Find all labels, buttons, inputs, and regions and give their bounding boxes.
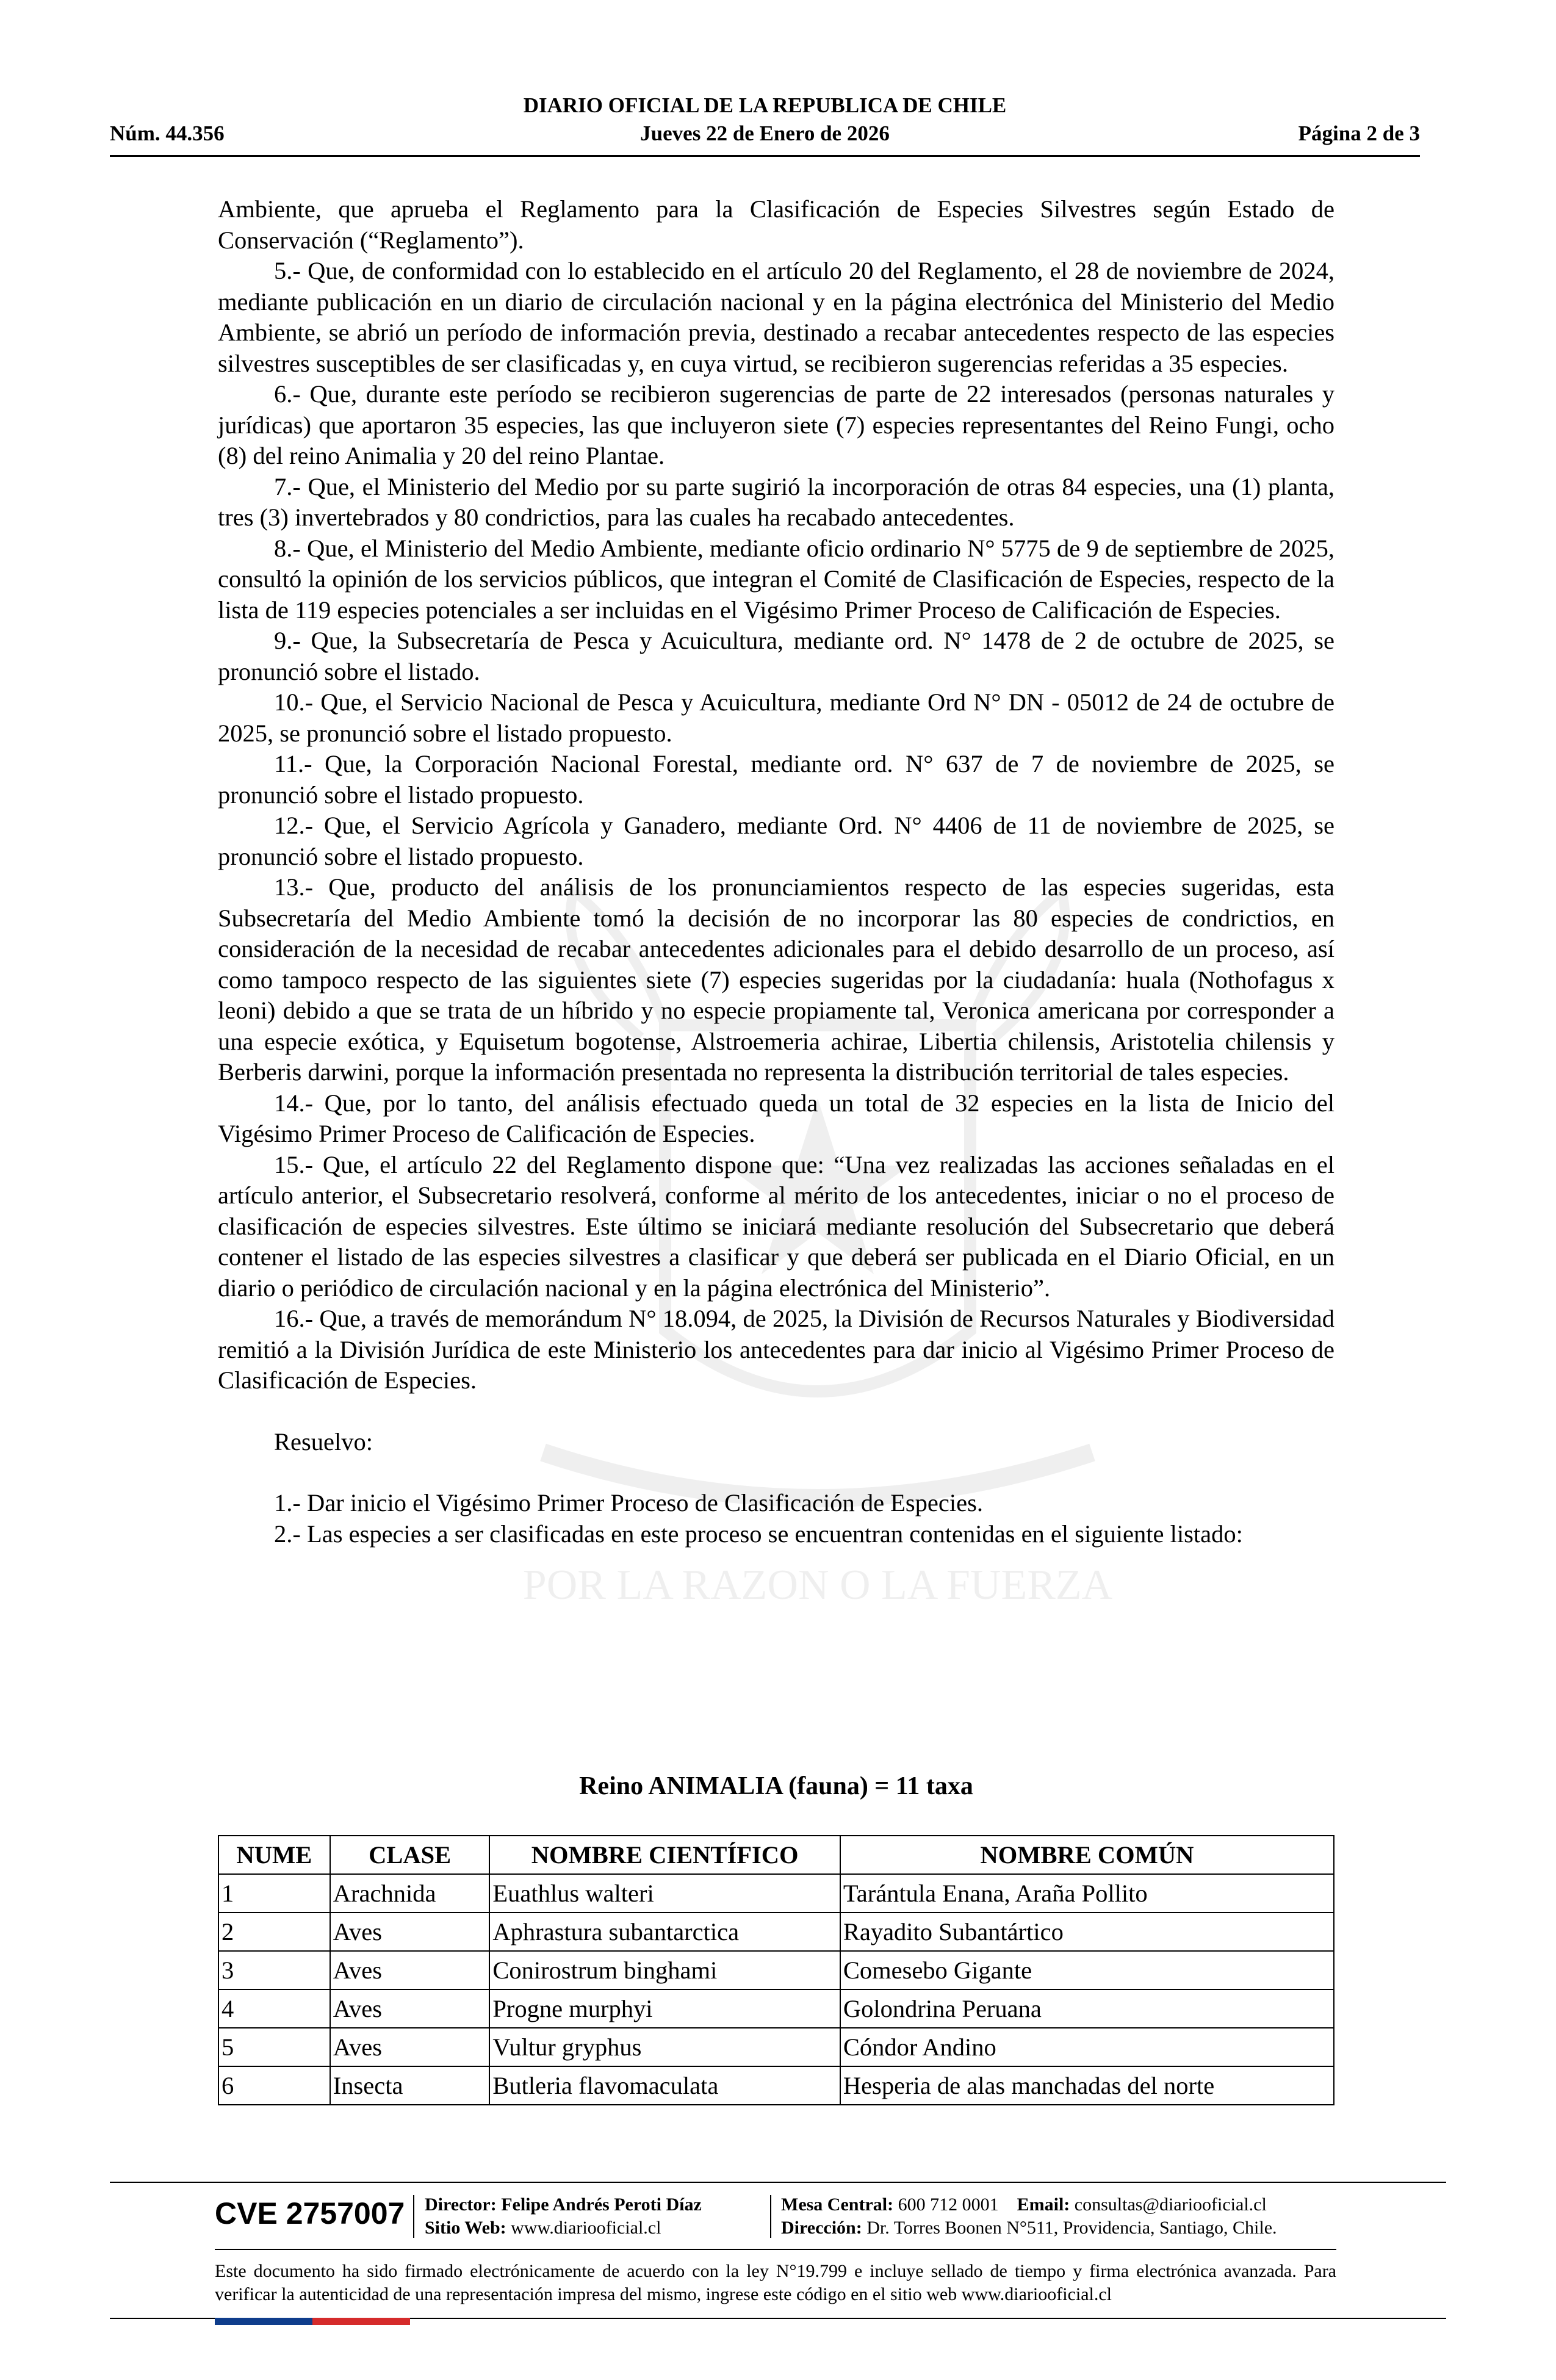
cell-class: Aves — [330, 1951, 490, 1989]
footer-contact-block — [781, 2193, 1277, 2240]
column-header-class: CLASE — [330, 1836, 490, 1874]
watermark-motto: POR LA RAZON O LA FUERZA — [522, 1562, 1113, 1609]
cve-code: CVE 2757007 — [215, 2196, 405, 2230]
footer-separator — [770, 2195, 771, 2238]
body-paragraph: 9.- Que, la Subsecretaría de Pesca y Acuicultura, mediante ord. N° 1478 de 2 de octubre de 2025, se pronunció sobre el listado. — [218, 627, 1334, 685]
cell-common-name: Cóndor Andino — [840, 2028, 1334, 2066]
flag-stripe-red — [312, 2318, 410, 2325]
website-label: Sitio Web: — [425, 2218, 506, 2238]
director-label: Director: — [425, 2194, 497, 2215]
resolution-item: 2.- Las especies a ser clasificadas en este proceso se encuentran contenidas en el siguiente listado: — [274, 1520, 1243, 1548]
body-paragraph: Ambiente, que aprueba el Reglamento para la Clasificación de Especies Silvestres según Estado de Conservación (“Reglamento”). — [218, 195, 1334, 254]
cell-number: 1 — [218, 1874, 330, 1913]
cell-class: Aves — [330, 1913, 490, 1951]
table-row — [218, 1989, 1334, 2028]
cell-scientific-name: Conirostrum binghami — [489, 1951, 840, 1989]
body-paragraph: 6.- Que, durante este período se recibieron sugerencias de parte de 22 interesados (personas naturales y jurídicas) que aportaron 35 especies, las que incluyeron siete (7) especies representantes del Reino Fungi, ocho (8) del reino Animalia y 20 del reino Plantae. — [218, 380, 1334, 469]
issue-date: Jueves 22 de Enero de 2026 — [640, 121, 890, 145]
cell-number: 5 — [218, 2028, 330, 2066]
body-paragraph: 14.- Que, por lo tanto, del análisis efectuado queda un total de 32 especies en la lista de Inicio del Vigésimo Primer Proceso de Calificación de Especies. — [218, 1089, 1334, 1147]
document-body — [218, 194, 1334, 1549]
cell-number: 6 — [218, 2066, 330, 2105]
column-header-scientific-name: NOMBRE CIENTÍFICO — [489, 1836, 840, 1874]
director-name: Felipe Andrés Peroti Díaz — [501, 2194, 702, 2215]
cell-scientific-name: Butleria flavomaculata — [489, 2066, 840, 2105]
cell-number: 3 — [218, 1951, 330, 1989]
mesa-phone: 600 712 0001 — [898, 2194, 999, 2215]
signature-notice: Este documento ha sido firmado electrónicamente de acuerdo con la ley N°19.799 e incluye sellado de tiempo y firma electrónica avanzada. Para verificar la autenticidad de una representación impresa del mismo, ingrese este código en el sitio web www.diariooficial.cl — [215, 2261, 1336, 2304]
email-label: Email: — [1017, 2194, 1070, 2215]
cell-common-name: Hesperia de alas manchadas del norte — [840, 2066, 1334, 2105]
table-row — [218, 2028, 1334, 2066]
body-paragraph: 8.- Que, el Ministerio del Medio Ambiente, mediante oficio ordinario N° 5775 de 9 de septiembre de 2025, consultó la opinión de los servicios públicos, que integran el Comité de Clasificación de Especies, respecto de la lista de 119 especies potenciales a ser incluidas en el Vigésimo Primer Proceso de Calificación de Especies. — [218, 534, 1334, 624]
table-row — [218, 1951, 1334, 1989]
cell-common-name: Comesebo Gigante — [840, 1951, 1334, 1989]
issue-number: Núm. 44.356 — [110, 121, 225, 145]
mesa-label: Mesa Central: — [781, 2194, 894, 2215]
body-paragraph: 13.- Que, producto del análisis de los pronunciamientos respecto de las especies sugeridas, esta Subsecretaría del Medio Ambiente tomó la decisión de no incorporar las 80 especies de condrictios, en consideración de la necesidad de recabar antecedentes adicionales para el debido desarrollo de un proceso, así como tampoco respecto de las siguientes siete (7) especies sugeridas por la ciudadanía: huala (Nothofagus x leoni) debido a que se trata de un híbrido y no especie propiamente tal, Veronica americana por corresponder a una especie exótica, y Equisetum bogotense, Alstroemeria achirae, Libertia chilensis, Aristotelia chilensis y Berberis darwini, porque la información presentada no representa la distribución territorial de tales especies. — [218, 873, 1334, 1086]
header-divider — [110, 155, 1420, 157]
header-row — [110, 121, 1420, 146]
resolution-item: 1.- Dar inicio el Vigésimo Primer Proceso de Clasificación de Especies. — [274, 1489, 984, 1516]
cell-scientific-name: Aphrastura subantarctica — [489, 1913, 840, 1951]
body-paragraph: 16.- Que, a través de memorándum N° 18.094, de 2025, la División de Recursos Naturales y Biodiversidad remitió a la División Jurídica de este Ministerio los antecedentes para dar inicio al Vigésimo Primer Proceso de Clasificación de Especies. — [218, 1305, 1334, 1394]
table-title: Reino ANIMALIA (fauna) = 11 taxa — [579, 1772, 973, 1800]
cell-class: Aves — [330, 1989, 490, 2028]
column-header-number: NUME — [218, 1836, 330, 1874]
cell-scientific-name: Vultur gryphus — [489, 2028, 840, 2066]
footer-separator — [413, 2195, 414, 2238]
species-table — [218, 1835, 1334, 2105]
page-indicator: Página 2 de 3 — [1298, 121, 1420, 145]
cell-common-name: Rayadito Subantártico — [840, 1913, 1334, 1951]
footer-divider-top — [110, 2182, 1446, 2183]
body-paragraph: 5.- Que, de conformidad con lo establecido en el artículo 20 del Reglamento, el 28 de noviembre de 2024, mediante publicación en un diario de circulación nacional y en la página electrónica del Ministerio del Medio Ambiente, se abrió un período de información previa, destinado a recabar antecedentes respecto de las especies silvestres susceptibles de ser clasificadas y, en cuya virtud, se recibieron sugerencias referidas a 35 especies. — [218, 257, 1334, 377]
body-paragraph: 12.- Que, el Servicio Agrícola y Ganadero, mediante Ord. N° 4406 de 11 de noviembre de 2025, se pronunció sobre el listado propuesto. — [218, 812, 1334, 870]
table-header-row — [218, 1836, 1334, 1874]
gazette-title: DIARIO OFICIAL DE LA REPUBLICA DE CHILE — [523, 93, 1007, 117]
resolvo-heading: Resuelvo: — [274, 1427, 373, 1455]
cell-class: Arachnida — [330, 1874, 490, 1913]
table-row — [218, 1874, 1334, 1913]
body-paragraph: 11.- Que, la Corporación Nacional Forestal, mediante ord. N° 637 de 7 de noviembre de 2025, se pronunció sobre el listado propuesto. — [218, 750, 1334, 809]
cell-common-name: Golondrina Peruana — [840, 1989, 1334, 2028]
body-paragraph: 10.- Que, el Servicio Nacional de Pesca y Acuicultura, mediante Ord N° DN - 05012 de 24 de octubre de 2025, se pronunció sobre el listado propuesto. — [218, 688, 1334, 747]
body-paragraph: 15.- Que, el artículo 22 del Reglamento dispone que: “Una vez realizadas las acciones señaladas en el artículo anterior, el Subsecretario resolverá, conforme al mérito de los antecedentes, iniciar o no el proceso de clasificación de especies silvestres. Este último se iniciará mediante resolución del Subsecretario que deberá contener el listado de las especies silvestres a clasificar y que deberá ser publicada en el Diario Oficial, en un diario o periódico de circulación nacional y en la página electrónica del Ministerio”. — [218, 1150, 1334, 1302]
address-value: Dr. Torres Boonen N°511, Providencia, Santiago, Chile. — [866, 2218, 1277, 2238]
table-row — [218, 2066, 1334, 2105]
cell-class: Insecta — [330, 2066, 490, 2105]
footer-director-block — [425, 2193, 702, 2240]
address-label: Dirección: — [781, 2218, 862, 2238]
cell-scientific-name: Progne murphyi — [489, 1989, 840, 2028]
flag-stripe-blue — [215, 2318, 312, 2325]
cell-class: Aves — [330, 2028, 490, 2066]
email-link[interactable]: consultas@diariooficial.cl — [1074, 2194, 1267, 2215]
cell-number: 4 — [218, 1989, 330, 2028]
cell-number: 2 — [218, 1913, 330, 1951]
body-paragraph: 7.- Que, el Ministerio del Medio por su parte sugirió la incorporación de otras 84 especies, una (1) planta, tres (3) invertebrados y 80 condrictios, para las cuales ha recabado antecedentes. — [218, 472, 1334, 531]
cell-scientific-name: Euathlus walteri — [489, 1874, 840, 1913]
footer-divider-middle — [215, 2249, 1336, 2250]
page-header — [110, 93, 1420, 154]
table-row — [218, 1913, 1334, 1951]
cell-common-name: Tarántula Enana, Araña Pollito — [840, 1874, 1334, 1913]
column-header-common-name: NOMBRE COMÚN — [840, 1836, 1334, 1874]
website-link[interactable]: www.diariooficial.cl — [511, 2218, 661, 2238]
